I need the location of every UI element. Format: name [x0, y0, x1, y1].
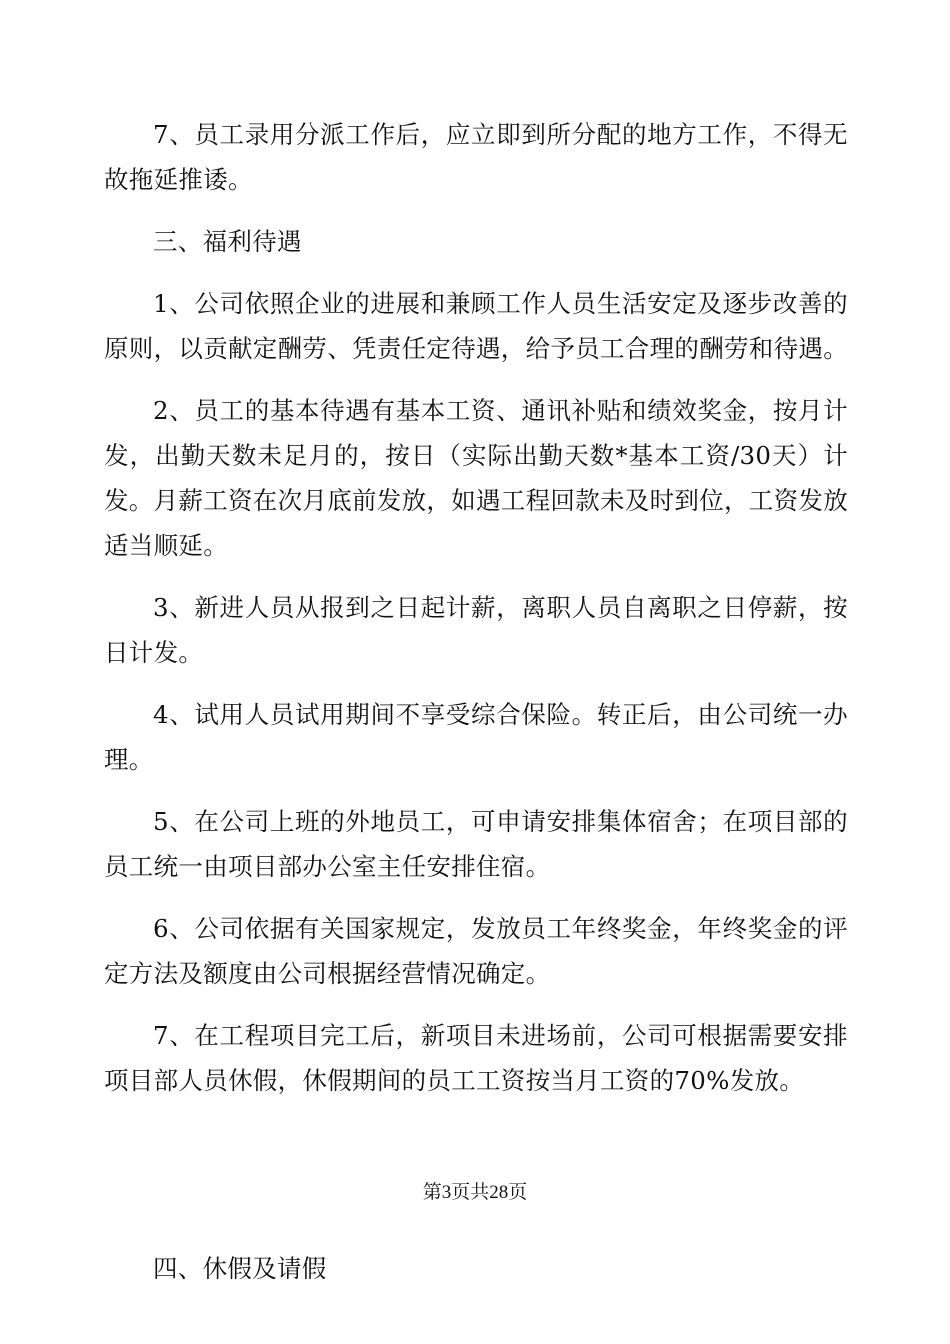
section-heading-benefits: 三、福利待遇 — [153, 227, 302, 256]
paragraph-year-end-bonus: 6、公司依据有关国家规定，发放员工年终奖金，年终奖金的评定方法及额度由公司根据经营情况确定。 — [104, 914, 848, 988]
paragraph-dormitory: 5、在公司上班的外地员工，可申请安排集体宿舍；在项目部的员工统一由项目部办公室主任安排住宿。 — [104, 807, 848, 881]
page-body — [104, 112, 848, 1120]
paragraph-compensation-principle: 1、公司依照企业的进展和兼顾工作人员生活安定及逐步改善的原则，以贡献定酬劳、凭责任定待遇，给予员工合理的酬劳和待遇。 — [104, 289, 848, 363]
section-heading-leave: 四、休假及请假 — [153, 1254, 327, 1283]
paragraph-probation-insurance: 4、试用人员试用期间不享受综合保险。转正后，由公司统一办理。 — [104, 700, 848, 774]
paragraph-employee-assignment: 7、员工录用分派工作后，应立即到所分配的地方工作，不得无故拖延推诿。 — [104, 120, 848, 194]
page-number-footer: 第3页共28页 — [422, 1182, 528, 1203]
paragraph-vacation-pay: 7、在工程项目完工后，新项目未进场前，公司可根据需要安排项目部人员休假，休假期间的员工工资按当月工资的70%发放。 — [104, 1021, 848, 1095]
paragraph-new-staff-pay: 3、新进人员从报到之日起计薪，离职人员自离职之日停薪，按日计发。 — [104, 593, 848, 667]
paragraph-basic-pay: 2、员工的基本待遇有基本工资、通讯补贴和绩效奖金，按月计发，出勤天数未足月的，按日（实际出勤天数*基本工资/30天）计发。月薪工资在次月底前发放，如遇工程回款未及时到位，工资发放适当顺延。 — [104, 396, 848, 560]
